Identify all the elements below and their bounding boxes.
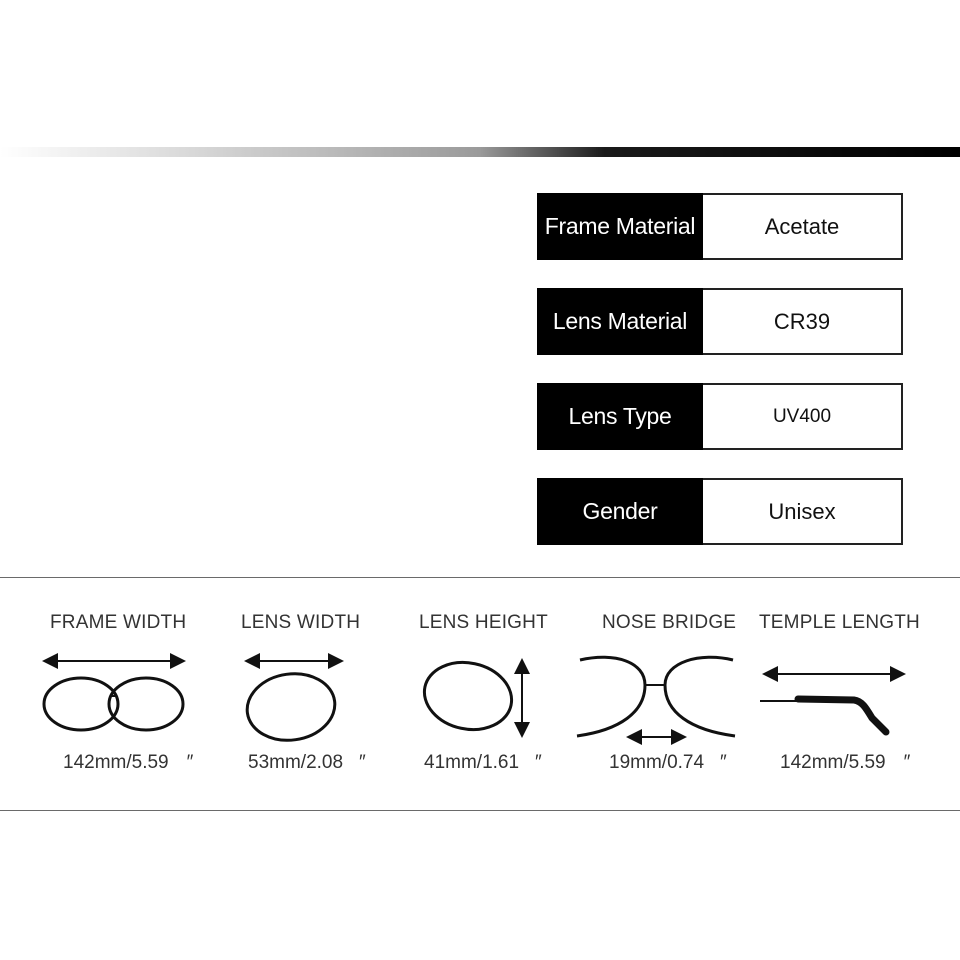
lens-width-icon [240, 650, 350, 750]
inch-mark: ″ [903, 752, 911, 773]
dim-value-text: 53mm/2.08 [248, 752, 344, 773]
dim-value-text: 142mm/5.59 [780, 752, 886, 773]
dim-title-nose-bridge: NOSE BRIDGE [602, 612, 737, 633]
nose-bridge-icon [575, 650, 740, 750]
spec-value: Acetate [703, 193, 903, 260]
dim-value-lens-width [248, 752, 366, 774]
spec-label: Frame Material [537, 193, 703, 260]
dim-title-lens-height: LENS HEIGHT [419, 612, 548, 633]
dimensions-panel [0, 590, 960, 790]
header-gradient-bar [0, 147, 960, 157]
spec-row-frame-material [537, 193, 903, 260]
dim-title-frame-width: FRAME WIDTH [50, 612, 187, 633]
temple-length-icon [758, 650, 908, 750]
dim-value-temple-length [780, 752, 910, 774]
dim-value-text: 19mm/0.74 [609, 752, 705, 773]
spec-label: Gender [537, 478, 703, 545]
dim-title-temple-length: TEMPLE LENGTH [759, 612, 920, 633]
spec-row-lens-material [537, 288, 903, 355]
dim-value-text: 41mm/1.61 [424, 752, 520, 773]
spec-value: Unisex [703, 478, 903, 545]
spec-row-lens-type [537, 383, 903, 450]
dim-value-nose-bridge [609, 752, 727, 774]
inch-mark: ″ [720, 752, 727, 773]
lens-height-icon [418, 650, 538, 750]
spec-label: Lens Material [537, 288, 703, 355]
divider-bottom [0, 810, 960, 811]
frame-width-icon [38, 650, 193, 740]
divider-top [0, 577, 960, 578]
spec-row-gender [537, 478, 903, 545]
dim-value-lens-height [424, 752, 542, 774]
dim-title-lens-width: LENS WIDTH [241, 612, 361, 633]
dim-value-text: 142mm/5.59 [63, 752, 169, 773]
inch-mark: ″ [186, 752, 194, 773]
inch-mark: ″ [359, 752, 366, 773]
dim-value-frame-width [63, 752, 193, 774]
spec-label: Lens Type [537, 383, 703, 450]
spec-value: CR39 [703, 288, 903, 355]
spec-value: UV400 [703, 383, 903, 450]
inch-mark: ″ [535, 752, 542, 773]
